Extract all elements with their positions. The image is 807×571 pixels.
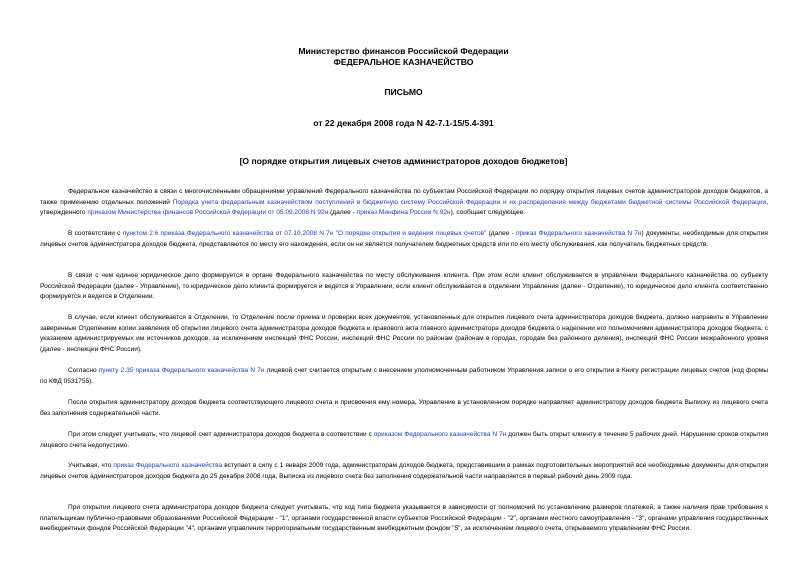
paragraph-2-text-b: (далее - [486,230,516,237]
paragraph-8-text-a: Учитывая, что [68,462,114,469]
paragraph-1 [40,187,768,219]
paragraph-1-text-c: (далее - [328,209,357,217]
paragraph-1-text-d: ), сообщает следующее. [450,209,526,217]
paragraph-5 [40,366,768,387]
link-treasury-order-7n-item-2-35[interactable]: пункту 2.35 приказа Федерального казначейства N 7н [98,367,265,374]
link-order-of-accounting[interactable]: Порядка учета федеральным казначейством поступлений в бюджетную систему Российской Федерации и их распределения между бюджетами бюджетной системы Российской Федерации [172,198,767,206]
paragraph-5-text-a: Согласно [68,367,99,374]
document-title: [О порядке открытия лицевых счетов администраторов доходов бюджетов] [239,156,568,166]
paragraph-2-text-a: В соответствии с [68,230,123,237]
paragraph-6: После открытия администратору доходов бюджета соответствующего лицевого счета и присвоения ему номера, Управление в установленном порядке направляет администратору доходов бюджета Выписку из лицевого счета без заполнения содержательной части. [40,399,768,417]
document-type: ПИСЬМО [384,87,423,97]
link-treasury-order-7n-deadline[interactable]: приказом Федерального казначейства N 7н [373,431,507,438]
paragraph-8-text-b: вступает в силу с 1 января 2009 года, администраторам доходов бюджета, представившим в рамках подготовительных мероприятий все необходимые документы для открытия лицевых счетов администраторов доходов бюджета до 25 декабря 2008 года, Выписка из лицевого счета без заполнения содержательной части направляется в первый рабочий день 2009 года. [40,462,768,480]
paragraph-5-text-b: лицевой счет считается открытым с внесением уполномоченным работником Управления записи о его открытии в Книгу регистрации лицевых счетов (код формы по КФД 0531755). [40,367,768,385]
paragraph-2-text-c: ) документы, необходимые для открытия лицевых счетов администратора доходов бюджета, представляются по месту его нахождения, если он не является получателем бюджетных средств или по его месту обслуживания, как получатель бюджетных средств. [40,230,768,248]
paragraph-1-text-a: Федеральное казначейство в связи с многочисленными обращениями управлений Федерального казначейства по субъектам Российской Федерации по порядку открытия лицевых счетов администраторов доходов бюджетов, а также применению отдельных положений [40,188,768,206]
paragraph-7-text-a: При этом следует учитывать, что лицевой счет администратора доходов бюджета в соответствии с [68,431,374,438]
treasury-heading: ФЕДЕРАЛЬНОЕ КАЗНАЧЕЙСТВО [333,57,474,67]
paragraph-2 [40,229,768,250]
link-minfin-order-92n[interactable]: приказом Министерства финансов Российской Федерации от 05.09.2008 N 92н [87,209,329,217]
link-treasury-order-7n[interactable]: приказ Федерального казначейства N 7н [515,230,642,237]
document-date-number: от 22 декабря 2008 года N 42-7.1-15/5.4-391 [313,118,494,128]
paragraph-4: В случае, если клиент обслуживается в Отделении, то Отделение после приема и проверки всех документов, установленных для открытия лицевого счета администратора доходов бюджета, должно направить в Управление заверенные Отделением копии заявления об открытии лицевого счета администратора доходов бюджета и правового акта главного администратора доходов бюджета о наделении его полномочиями администратора доходов бюджета, с указанием администрируемых им источников доходов, за исключением инспекций ФНС России, инспекций ФНС России по районам (районам в городах, городам без районного деления), инспекций ФНС России межрайонного уровня (далее - инспекции ФНС России). [40,314,768,353]
link-treasury-order-7n-item-2-6[interactable]: пунктом 2.6 приказа Федерального казначейства от 07.10.2008 N 7н "О порядке открытия и ведения лицевых счетов" [122,230,487,237]
paragraph-7-text-b: должен быть открыт клиенту в течение 5 рабочих дней. Нарушение сроков открытия лицевого счета недопустимо. [40,431,768,449]
link-treasury-order[interactable]: приказ Федерального казначейства [113,462,223,469]
paragraph-1-text-b: , утвержденного [40,198,769,217]
paragraph-3: В связи с чем единое юридическое дело формируется в органе Федерального казначейства по месту обслуживания клиента. При этом если клиент обслуживается в управлении Федерального казначейства по субъекту Российской Федерации (далее - Управление), то юридическое дело клиента формируется и ведется в Управлении, если клиент обслуживается в отделении Управления (далее - Отделение), то юридическое дело клиента соответственно формируется и ведется в Отделении. [40,272,768,301]
ministry-heading: Министерство финансов Российской Федерации [298,46,509,56]
paragraph-9: При открытии лицевого счета администратора доходов бюджета следует учитывать, что код типа бюджета указывается в зависимости от полномочий по установлению размеров платежей, а также наличия прав требования к плательщикам публично-правовыми образованиями Российской Федерации - "1", органами государственной власти субъектов Российской Федерации - "2", органами местного самоуправления - "3", органами управления государственных внебюджетных фондов Российской Федерации "4", органами управления территориальным государственным внебюджетным фондом "5", за исключением лицевого счета, открываемого управлениям ФНС России. [40,504,768,533]
paragraph-8 [40,461,768,482]
paragraph-7 [40,430,768,451]
link-minfin-order-92n-short[interactable]: приказ Минфина России N 92н [356,209,451,217]
